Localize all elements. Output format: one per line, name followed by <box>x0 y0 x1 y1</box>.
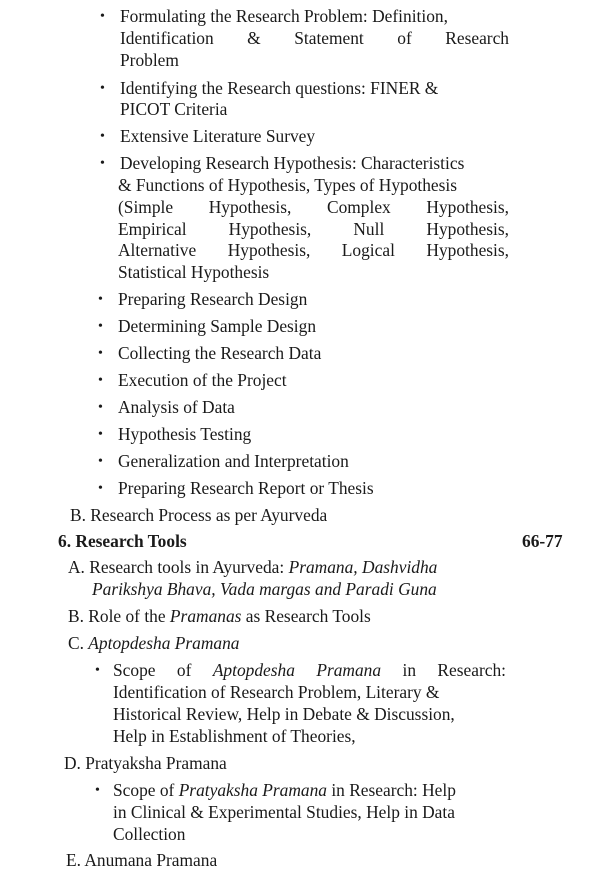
text-run: in Research: Help <box>326 780 456 800</box>
bullet-marker: • <box>98 481 103 496</box>
list-item <box>68 606 371 627</box>
bullet-line: Execution of the Project <box>118 370 287 390</box>
bullet-line: Analysis of Data <box>118 397 235 417</box>
bullet-marker: • <box>98 373 103 388</box>
bullet-line: PICOT Criteria <box>120 99 228 119</box>
bullet-line: (Simple Hypothesis, Complex Hypothesis, <box>118 197 509 217</box>
text-run: in Research: <box>402 660 506 680</box>
bullet-line: Identifying the Research questions: FINER & <box>120 78 439 98</box>
bullet-line: Developing Research Hypothesis: Characteristics <box>120 153 465 173</box>
bullet-line: & Functions of Hypothesis, Types of Hypothesis <box>118 175 458 195</box>
text-run: B. Role of the <box>68 606 170 626</box>
text-run: Scope of <box>113 780 179 800</box>
bullet-line <box>113 780 456 801</box>
bullet-line: Help in Establishment of Theories, <box>113 726 356 746</box>
bullet-line: Alternative Hypothesis, Logical Hypothesis, <box>118 240 509 260</box>
list-item: B. Research Process as per Ayurveda <box>70 505 328 525</box>
bullet-line: Identification & Statement of Research <box>120 28 509 48</box>
text-run: Scope of <box>113 660 213 680</box>
bullet-line: Preparing Research Report or Thesis <box>118 478 374 498</box>
list-item-line: Parikshya Bhava, Vada margas and Paradi Guna <box>92 579 437 599</box>
bullet-line: Historical Review, Help in Debate & Discussion, <box>113 704 455 724</box>
bullet-marker: • <box>100 129 105 144</box>
section-heading: 6. Research Tools <box>58 531 187 551</box>
text-run: A. Research tools in Ayurveda: <box>68 557 289 577</box>
list-item <box>68 557 437 578</box>
bullet-line: Formulating the Research Problem: Definition, <box>120 6 448 26</box>
bullet-marker: • <box>100 81 105 96</box>
bullet-line: Identification of Research Problem, Literary & <box>113 682 440 702</box>
bullet-line: Determining Sample Design <box>118 316 317 336</box>
bullet-marker: • <box>98 346 103 361</box>
bullet-marker: • <box>98 292 103 307</box>
bullet-line: Extensive Literature Survey <box>120 126 316 146</box>
bullet-marker: • <box>95 663 100 678</box>
bullet-line: Collection <box>113 824 186 844</box>
italic-run: Aptopdesha Pramana <box>212 660 382 680</box>
bullet-marker: • <box>100 9 105 24</box>
italic-run: Aptopdesha Pramana <box>88 633 240 653</box>
bullet-marker: • <box>95 783 100 798</box>
list-item: D. Pratyaksha Pramana <box>64 753 227 773</box>
bullet-line: Empirical Hypothesis, Null Hypothesis, <box>118 219 509 239</box>
list-item: E. Anumana Pramana <box>66 850 218 870</box>
bullet-marker: • <box>100 156 105 171</box>
bullet-line: in Clinical & Experimental Studies, Help in Data <box>113 802 455 822</box>
text-run: as Research Tools <box>241 606 371 626</box>
italic-run: Pramana, Dashvidha <box>288 557 438 577</box>
bullet-marker: • <box>98 319 103 334</box>
italic-run: Pramanas <box>169 606 242 626</box>
bullet-line: Statistical Hypothesis <box>118 262 270 282</box>
section-page-range: 66-77 <box>522 531 563 551</box>
text-run: C. <box>68 633 89 653</box>
italic-run: Pratyaksha Pramana <box>178 780 327 800</box>
bullet-line: Collecting the Research Data <box>118 343 322 363</box>
bullet-line: Problem <box>120 50 179 70</box>
list-item <box>68 633 240 654</box>
bullet-marker: • <box>98 454 103 469</box>
bullet-line: Hypothesis Testing <box>118 424 252 444</box>
bullet-line: Preparing Research Design <box>118 289 308 309</box>
bullet-line: Generalization and Interpretation <box>118 451 349 471</box>
bullet-marker: • <box>98 427 103 442</box>
bullet-marker: • <box>98 400 103 415</box>
bullet-line <box>113 660 506 681</box>
